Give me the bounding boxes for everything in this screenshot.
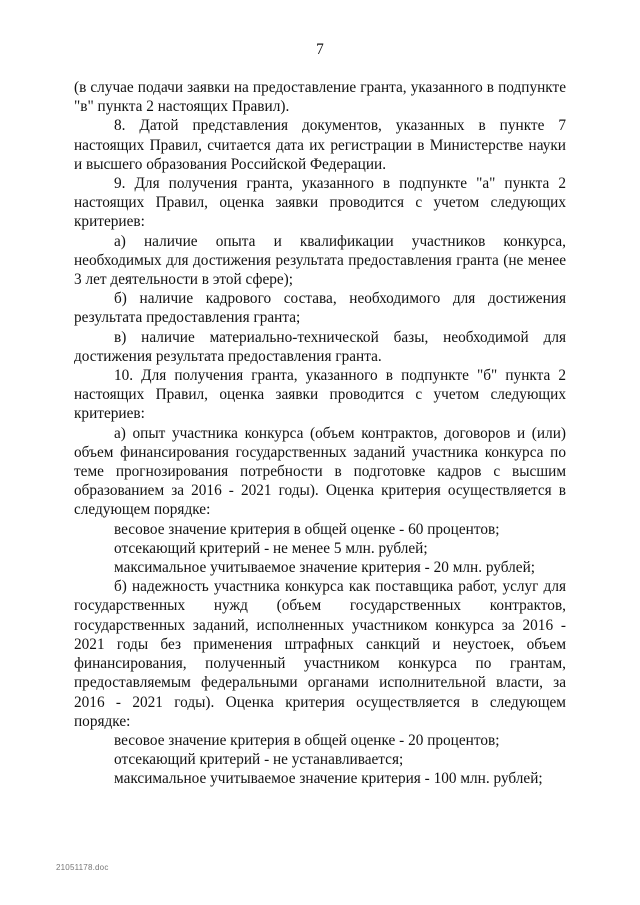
document-body [74, 78, 566, 789]
paragraph-intro-continuation: (в случае подачи заявки на предоставление гранта, указанного в подпункте "в" пункта 2 настоящих Правил). [74, 79, 566, 116]
paragraph-10a-max: максимальное учитываемое значение критерия - 20 млн. рублей; [114, 559, 536, 577]
paragraph-10b-weight: весовое значение критерия в общей оценке - 20 процентов; [114, 731, 500, 749]
paragraph-item-10a: а) опыт участника конкурса (объем контрактов, договоров и (или) объем финансирования государственных заданий участника конкурса по теме прогнозирования потребности в подготовке кадров с высшим образованием за 2016 - 2021 годы). Оценка критерия осуществляется в следующем порядке: [74, 424, 566, 519]
paragraph-item-9v: в) наличие материально-технической базы, необходимой для достижения результата предоставления гранта. [74, 328, 566, 365]
file-name-footer: 21051178.doc [56, 863, 109, 872]
paragraph-item-10b: б) надежность участника конкурса как поставщика работ, услуг для государственных нужд (объем государственных контрактов, государственных заданий, исполненных участником конкурса за 2016 - 2021 годы без применения штрафных санкций и неустоек, объем финансирования, полученный участником конкурса по грантам, предоставляемым федеральными органами исполнительной власти, за 2016 - 2021 годы). Оценка критерия осуществляется в следующем порядке: [74, 578, 566, 730]
paragraph-item-9b: б) наличие кадрового состава, необходимого для достижения результата предоставления гранта; [74, 290, 566, 327]
paragraph-item-10: 10. Для получения гранта, указанного в подпункте "б" пункта 2 настоящих Правил, оценка заявки проводится с учетом следующих критериев: [74, 367, 566, 423]
page-number: 7 [316, 41, 324, 58]
paragraph-10a-weight: весовое значение критерия в общей оценке - 60 процентов; [114, 520, 500, 538]
paragraph-item-9: 9. Для получения гранта, указанного в подпункте "а" пункта 2 настоящих Правил, оценка заявки проводится с учетом следующих критериев: [74, 175, 566, 231]
paragraph-item-9a: а) наличие опыта и квалификации участников конкурса, необходимых для достижения результата предоставления гранта (не менее 3 лет деятельности в этой сфере); [74, 232, 566, 289]
paragraph-10a-cutoff: отсекающий критерий - не менее 5 млн. рублей; [114, 539, 428, 557]
paragraph-item-8: 8. Датой представления документов, указанных в пункте 7 настоящих Правил, считается дата их регистрации в Министерстве науки и высшего образования Российской Федерации. [74, 117, 566, 173]
paragraph-10b-max: максимальное учитываемое значение критерия - 100 млн. рублей; [114, 770, 543, 788]
paragraph-10b-cutoff: отсекающий критерий - не устанавливается; [114, 751, 404, 769]
